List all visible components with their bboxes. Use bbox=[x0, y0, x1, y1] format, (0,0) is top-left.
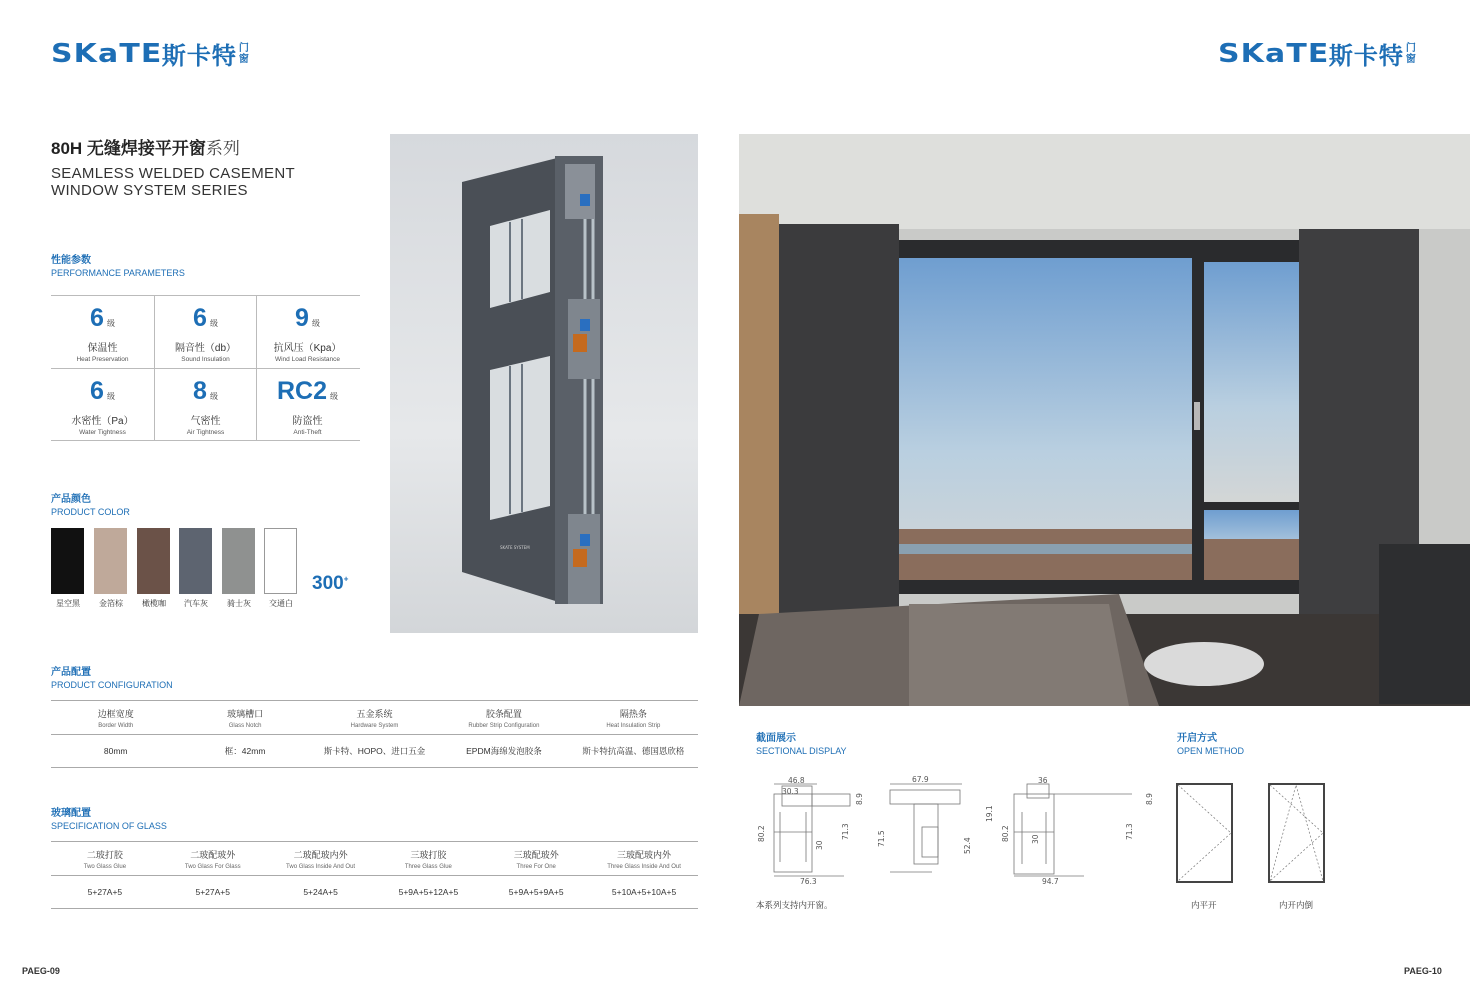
svg-text:52.4: 52.4 bbox=[963, 837, 972, 854]
config-heading: 产品配置 PRODUCT CONFIGURATION bbox=[51, 667, 173, 690]
svg-text:76.3: 76.3 bbox=[800, 877, 817, 886]
room-drawing bbox=[739, 134, 1470, 706]
color-swatch bbox=[222, 528, 255, 594]
section-note: 本系列支持内开窗。 bbox=[756, 900, 833, 910]
color-swatch bbox=[137, 528, 170, 594]
svg-text:71.3: 71.3 bbox=[1125, 823, 1134, 840]
svg-text:19.1: 19.1 bbox=[985, 805, 994, 822]
open-method-label-2: 内开内倒 bbox=[1279, 900, 1314, 910]
config-table bbox=[51, 700, 698, 768]
section-svg bbox=[752, 772, 1162, 887]
color-label: 交通白 bbox=[269, 599, 293, 608]
svg-text:80.2: 80.2 bbox=[757, 825, 766, 842]
perf-wind-load: 9 级 抗风压（Kpa） Wind Load Resistance bbox=[273, 304, 342, 363]
open-method-heading: 开启方式 OPEN METHOD bbox=[1177, 733, 1245, 756]
color-swatch bbox=[179, 528, 212, 594]
table-row: 80mm 框：42mm 斯卡特、HOPO、进口五金 EPDM海绵发泡胶条 斯卡特抗高温、德国恩欣格 bbox=[51, 735, 698, 768]
title-cn-light: 系列 bbox=[205, 139, 240, 158]
color-swatch bbox=[51, 528, 84, 594]
svg-text:36: 36 bbox=[1038, 776, 1048, 785]
brand-latin: SKaTE bbox=[1218, 38, 1330, 69]
perf-anti-theft: RC2 级 防盗性 Anti-Theft bbox=[276, 377, 338, 436]
color-label: 骑士灰 bbox=[227, 599, 251, 608]
page-title bbox=[51, 134, 295, 199]
brand-latin: SKaTE bbox=[51, 38, 163, 69]
table-row: 5+27A+5 5+27A+5 5+24A+5 5+9A+5+12A+5 5+9A+5+9A+5 5+10A+5+10A+5 bbox=[51, 876, 698, 909]
svg-text:30: 30 bbox=[1031, 834, 1040, 844]
color-label: 星空黑 bbox=[56, 599, 80, 608]
title-en-line2: WINDOW SYSTEM SERIES bbox=[51, 182, 248, 199]
title-cn-bold: 80H 无缝焊接平开窗 bbox=[51, 139, 206, 158]
color-swatch bbox=[94, 528, 127, 594]
svg-text:71.3: 71.3 bbox=[841, 823, 850, 840]
glass-table bbox=[51, 841, 698, 909]
svg-text:67.9: 67.9 bbox=[912, 775, 929, 784]
glass-heading: 玻璃配置 SPECIFICATION OF GLASS bbox=[51, 808, 167, 831]
perf-water-tightness: 6 级 水密性（Pa） Water Tightness bbox=[71, 377, 134, 436]
color-heading: 产品颜色 PRODUCT COLOR bbox=[51, 494, 130, 517]
open-method-tilt-icon bbox=[1268, 783, 1325, 883]
perf-sound-insulation: 6 级 隔音性（db） Sound Insulation bbox=[174, 304, 237, 363]
profile-image bbox=[390, 134, 698, 633]
perf-heat-preservation: 6 级 保温性 Heat Preservation bbox=[76, 304, 129, 363]
section-drawings bbox=[752, 772, 1162, 887]
svg-text:8.9: 8.9 bbox=[855, 793, 864, 805]
brand-logo-right bbox=[1218, 36, 1416, 71]
svg-text:71.5: 71.5 bbox=[877, 830, 886, 847]
title-en-line1: SEAMLESS WELDED CASEMENT bbox=[51, 165, 295, 182]
color-label: 金箔棕 bbox=[99, 599, 123, 608]
table-header: 二玻打胶 Two Glass Glue 二玻配玻外 Two Glass For Glass 二玻配玻内外 Two Glass Inside And Out 三玻打胶 Three Glass Glue 三玻配玻外 Three For One 三玻配玻内外 Three Glass Inside And Out bbox=[51, 841, 698, 876]
page-number-right: PAEG-10 bbox=[1404, 966, 1442, 976]
svg-text:30: 30 bbox=[815, 840, 824, 850]
svg-text:94.7: 94.7 bbox=[1042, 877, 1059, 886]
svg-text:80.2: 80.2 bbox=[1001, 825, 1010, 842]
perf-air-tightness: 8 级 气密性 Air Tightness bbox=[186, 377, 225, 436]
svg-text:46.8: 46.8 bbox=[788, 776, 805, 785]
open-method-inward-icon bbox=[1176, 783, 1233, 883]
color-swatch bbox=[264, 528, 297, 594]
open-method-label-1: 内平开 bbox=[1191, 900, 1217, 910]
profile-drawing bbox=[390, 134, 698, 633]
brand-cn: 斯卡特 bbox=[1328, 42, 1404, 70]
table-header: 边框宽度 Border Width 玻璃槽口 Glass Notch 五金系统 Hardware System 胶条配置 Rubber Strip Configuration 隔热条 Heat Insulation Strip bbox=[51, 700, 698, 735]
brand-logo-left bbox=[51, 36, 249, 71]
svg-text:8.9: 8.9 bbox=[1145, 793, 1154, 805]
color-label: 橄榄咖 bbox=[142, 599, 166, 608]
performance-heading: 性能参数 PERFORMANCE PARAMETERS bbox=[51, 255, 185, 278]
page-number-left: PAEG-09 bbox=[22, 966, 60, 976]
performance-grid bbox=[51, 295, 360, 441]
profile-stamp: SKATE SYSTEM bbox=[500, 545, 530, 550]
brand-small: 门 窗 bbox=[238, 42, 249, 65]
section-heading: 截面展示 SECTIONAL DISPLAY bbox=[756, 733, 847, 756]
svg-text:30.3: 30.3 bbox=[782, 787, 799, 796]
color-count: 300+ bbox=[312, 573, 349, 594]
brand-cn: 斯卡特 bbox=[161, 42, 237, 70]
brand-small: 门 窗 bbox=[1405, 42, 1416, 65]
color-label: 汽车灰 bbox=[184, 599, 208, 608]
room-photo bbox=[739, 134, 1470, 706]
